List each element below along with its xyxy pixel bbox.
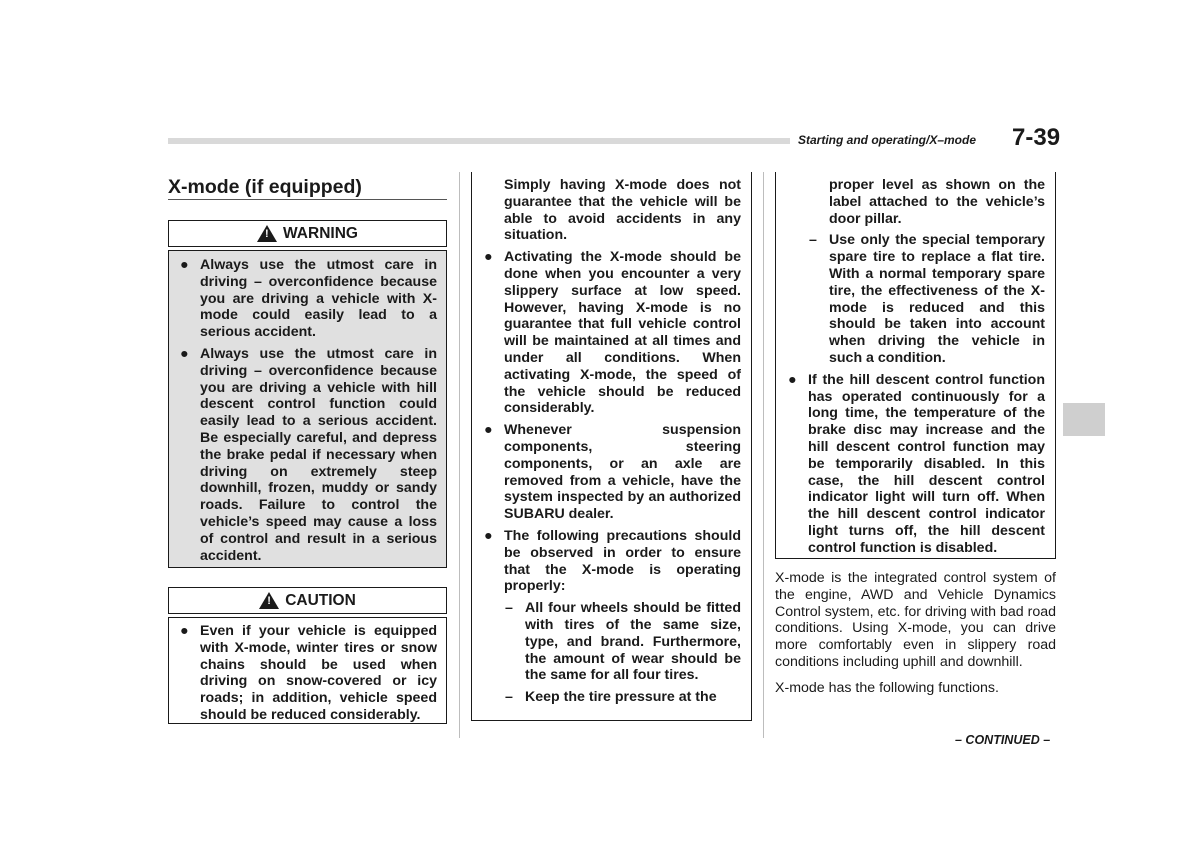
- bullet-icon: ●: [484, 527, 493, 544]
- warning-subitem: – Keep the tire pressure at the: [505, 689, 717, 706]
- body-text: [775, 570, 1056, 697]
- warning-label: WARNING: [283, 224, 358, 242]
- title-underline: [168, 199, 447, 200]
- body-paragraph: X-mode has the following functions.: [775, 679, 999, 696]
- warning-continuation-text: proper level as shown on the label attached to the vehicle’s door pillar.: [829, 177, 1045, 227]
- caution-item: ● Even if your vehicle is equipped with X-mode, winter tires or snow chains should be used when driving on snow-covered or icy roads; in addition, vehicle speed should be reduced considerably.: [180, 623, 437, 723]
- page-title: X-mode (if equipped): [168, 176, 362, 198]
- dash-marker: –: [505, 689, 513, 706]
- warning-item: ● Activating the X-mode should be done when you encounter a very slippery surface at low speed. However, having X-mode is no guarantee that full vehicle control will be maintained at all times and under all conditions. When activating X-mode, the speed of the vehicle should be reduced considerably.: [484, 249, 741, 417]
- warning-item: ● The following precautions should be observed in order to ensure that the X-mode is operating properly:: [484, 527, 741, 595]
- warning-item: ● Always use the utmost care in driving – overconfidence because you are driving a vehicle with X-mode could easily lead to a serious accident.: [180, 257, 437, 341]
- caution-box: [168, 617, 447, 724]
- caution-label: CAUTION: [285, 591, 356, 609]
- warning-continuation-box: [775, 172, 1056, 559]
- bullet-icon: ●: [180, 623, 189, 639]
- bullet-icon: ●: [788, 371, 797, 388]
- chapter-tab: [1063, 403, 1105, 436]
- page-number: 7-39: [1012, 124, 1061, 151]
- column-divider: [459, 172, 460, 738]
- warning-continuation-box: [471, 172, 752, 721]
- bullet-icon: ●: [484, 422, 493, 439]
- warning-subitem: – All four wheels should be fitted with tires of the same size, type, and brand. Furthermore, the amount of wear should be the same for all four tires.: [505, 600, 741, 684]
- warning-header: [168, 220, 447, 247]
- dash-marker: –: [809, 232, 817, 249]
- warning-continuation-text: Simply having X-mode does not guarantee that the vehicle will be able to avoid accidents in any situation.: [504, 177, 741, 244]
- bullet-icon: ●: [484, 249, 493, 266]
- caution-triangle-icon: [259, 592, 279, 609]
- warning-item: ● Always use the utmost care in driving – overconfidence because you are driving a vehicle with hill descent control function could easily lead to a serious accident. Be especially careful, and depress the brake pedal if necessary when driving on extremely steep downhill, frozen, muddy or sandy roads. Failure to control the vehicle’s speed may cause a loss of control and result in a serious accident.: [180, 345, 437, 564]
- bullet-icon: ●: [180, 345, 189, 362]
- body-paragraph: X-mode is the integrated control system of the engine, AWD and Vehicle Dynamics Control system, etc. for driving with bad road conditions. Using X-mode, you can drive more comfortably even in slippery road conditions including uphill and downhill.: [775, 570, 1056, 670]
- dash-marker: –: [505, 600, 513, 617]
- bullet-icon: ●: [180, 257, 189, 273]
- warning-item: ● Whenever suspension components, steering components, or an axle are removed from a vehicle, have the system inspected by an authorized SUBARU dealer.: [484, 422, 741, 523]
- header-rule: [168, 138, 790, 144]
- warning-subitem: – Use only the special temporary spare tire to replace a flat tire. With a normal temporary spare tire, the effectiveness of the X-mode is reduced and this should be taken into account when driving the vehicle in such a condition.: [809, 232, 1045, 366]
- column-divider: [763, 172, 764, 738]
- warning-triangle-icon: [257, 225, 277, 242]
- continued-label: – CONTINUED –: [955, 733, 1051, 747]
- warning-item: ● If the hill descent control function has operated continuously for a long time, the temperature of the brake disc may increase and the hill descent control function may be temporarily disabled. In this case, the hill descent control indicator light will turn off. When the hill descent control indicator light turns off, the hill descent control function is disabled.: [788, 371, 1045, 556]
- warning-box: [168, 250, 447, 568]
- caution-header: [168, 587, 447, 614]
- section-label: Starting and operating/X–mode: [798, 133, 977, 147]
